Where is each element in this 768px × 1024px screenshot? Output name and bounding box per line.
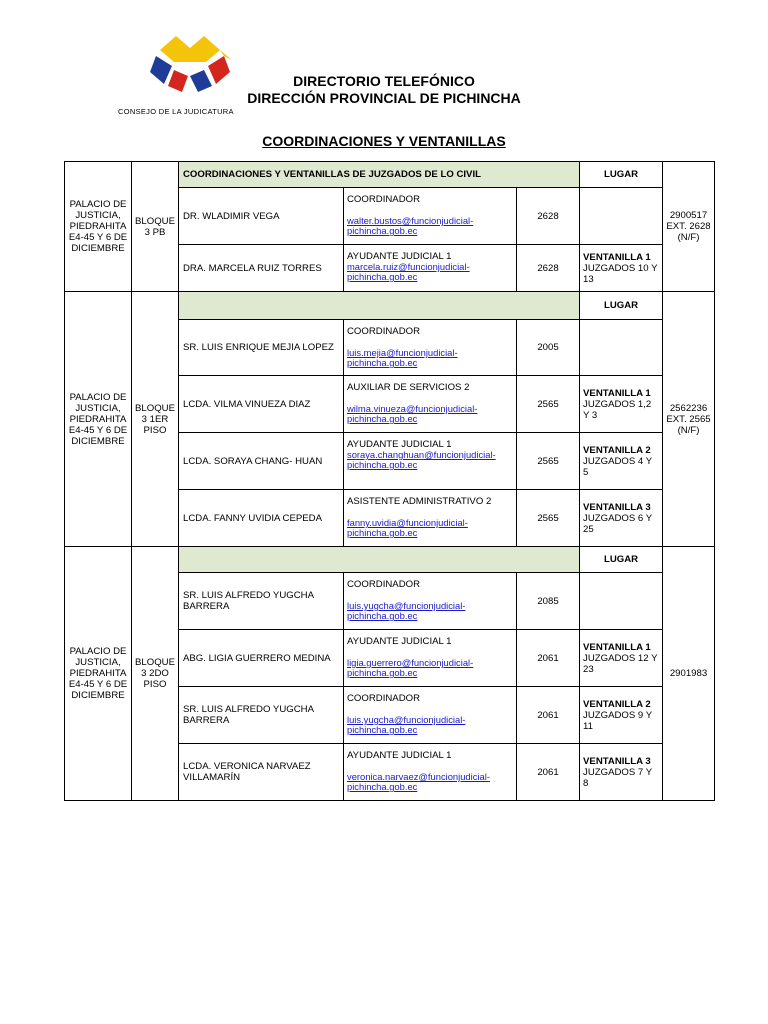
extension: 2565 — [517, 433, 580, 490]
person-name: LCDA. SORAYA CHANG- HUAN — [179, 433, 344, 490]
lugar-header: LUGAR — [580, 162, 663, 188]
ventanilla-detail: JUZGADOS 4 Y 5 — [583, 455, 652, 478]
role-cell — [344, 320, 517, 376]
ventanilla-detail: JUZGADOS 7 Y 8 — [583, 766, 652, 789]
extension: 2005 — [517, 320, 580, 376]
email-link[interactable]: luis.yugcha@funcionjudicial-pichincha.gob.ec — [347, 714, 466, 735]
email-link[interactable]: ligia.guerrero@funcionjudicial-pichincha.gob.ec — [347, 657, 474, 678]
email-link[interactable]: luis.mejia@funcionjudicial-pichincha.gob.ec — [347, 347, 458, 368]
logo-caption: CONSEJO DE LA JUDICATURA — [118, 107, 234, 116]
lugar-cell — [580, 490, 663, 547]
ventanilla-title: VENTANILLA 2 — [583, 698, 651, 710]
role-title: ASISTENTE ADMINISTRATIVO 2 — [347, 496, 492, 507]
email-link[interactable]: soraya.changhuan@funcionjudicial-pichincha.gob.ec — [347, 449, 496, 470]
group-header-row — [65, 162, 715, 188]
person-name: DR. WLADIMIR VEGA — [179, 188, 344, 245]
email-link[interactable]: marcela.ruiz@funcionjudicial-pichincha.gob.ec — [347, 261, 470, 282]
role-title: COORDINADOR — [347, 326, 421, 337]
group-header-row — [65, 292, 715, 320]
person-name: DRA. MARCELA RUIZ TORRES — [179, 245, 344, 292]
role-cell — [344, 490, 517, 547]
phone-cell: 2901983 — [663, 547, 715, 801]
ventanilla-detail: JUZGADOS 1,2 Y 3 — [583, 398, 652, 421]
block-cell: BLOQUE 3 1ER PISO — [132, 292, 179, 547]
ventanilla-title: VENTANILLA 1 — [583, 387, 651, 399]
person-name: LCDA. FANNY UVIDIA CEPEDA — [179, 490, 344, 547]
document-subtitle: DIRECCIÓN PROVINCIAL DE PICHINCHA — [247, 90, 521, 106]
ventanilla-detail: JUZGADOS 10 Y 13 — [583, 262, 658, 285]
lugar-cell — [580, 630, 663, 687]
ventanilla-title: VENTANILLA 2 — [583, 444, 651, 456]
directory-table — [64, 161, 715, 801]
extension: 2085 — [517, 573, 580, 630]
person-name: LCDA. VERONICA NARVAEZ VILLAMARÍN — [179, 744, 344, 801]
document-title: DIRECTORIO TELEFÓNICO — [293, 73, 475, 89]
email-link[interactable]: walter.bustos@funcionjudicial-pichincha.gob.ec — [347, 215, 474, 236]
extension: 2061 — [517, 630, 580, 687]
phone-cell: 2900517 EXT. 2628 (N/F) — [663, 162, 715, 292]
ventanilla-detail: JUZGADOS 9 Y 11 — [583, 709, 652, 732]
lugar-cell — [580, 188, 663, 245]
ventanilla-title: VENTANILLA 1 — [583, 641, 651, 653]
lugar-cell — [580, 687, 663, 744]
role-cell — [344, 188, 517, 245]
extension: 2061 — [517, 687, 580, 744]
extension: 2628 — [517, 245, 580, 292]
role-title: COORDINADOR — [347, 579, 421, 590]
role-title: COORDINADOR — [347, 194, 421, 205]
phone-cell: 2562236 EXT. 2565 (N/F) — [663, 292, 715, 547]
location-cell: PALACIO DE JUSTICIA, PIEDRAHITA E4-45 Y 6 DE DICIEMBRE — [65, 292, 132, 547]
group-header — [179, 292, 580, 320]
lugar-cell — [580, 573, 663, 630]
ventanilla-detail: JUZGADOS 12 Y 23 — [583, 652, 658, 675]
group-header — [179, 547, 580, 573]
role-cell — [344, 245, 517, 292]
role-title: AYUDANTE JUDICIAL 1 — [347, 251, 452, 262]
role-cell — [344, 687, 517, 744]
location-cell: PALACIO DE JUSTICIA, PIEDRAHITA E4-45 Y 6 DE DICIEMBRE — [65, 162, 132, 292]
role-title: AYUDANTE JUDICIAL 1 — [347, 750, 452, 761]
person-name: SR. LUIS ENRIQUE MEJIA LOPEZ — [179, 320, 344, 376]
block-cell: BLOQUE 3 2DO PISO — [132, 547, 179, 801]
lugar-cell — [580, 245, 663, 292]
lugar-header: LUGAR — [580, 292, 663, 320]
extension: 2628 — [517, 188, 580, 245]
role-cell — [344, 573, 517, 630]
ventanilla-title: VENTANILLA 3 — [583, 501, 651, 513]
email-link[interactable]: fanny.uvidia@funcionjudicial-pichincha.gob.ec — [347, 517, 468, 538]
role-title: COORDINADOR — [347, 693, 421, 704]
person-name: ABG. LIGIA GUERRERO MEDINA — [179, 630, 344, 687]
role-cell — [344, 744, 517, 801]
lugar-cell — [580, 433, 663, 490]
role-title: AYUDANTE JUDICIAL 1 — [347, 636, 452, 647]
group-header: COORDINACIONES Y VENTANILLAS DE JUZGADOS DE LO CIVIL — [179, 162, 580, 188]
role-title: AUXILIAR DE SERVICIOS 2 — [347, 382, 470, 393]
lugar-header: LUGAR — [580, 547, 663, 573]
email-link[interactable]: wilma.vinueza@funcionjudicial-pichincha.gob.ec — [347, 403, 478, 424]
email-link[interactable]: veronica.narvaez@funcionjudicial-pichincha.gob.ec — [347, 771, 490, 792]
person-name: SR. LUIS ALFREDO YUGCHA BARRERA — [179, 687, 344, 744]
extension: 2061 — [517, 744, 580, 801]
section-title: COORDINACIONES Y VENTANILLAS — [262, 133, 506, 149]
role-title: AYUDANTE JUDICIAL 1 — [347, 439, 452, 450]
ventanilla-detail: JUZGADOS 6 Y 25 — [583, 512, 652, 535]
person-name: SR. LUIS ALFREDO YUGCHA BARRERA — [179, 573, 344, 630]
ventanilla-title: VENTANILLA 1 — [583, 251, 651, 263]
block-cell: BLOQUE 3 PB — [132, 162, 179, 292]
location-cell: PALACIO DE JUSTICIA, PIEDRAHITA E4-45 Y 6 DE DICIEMBRE — [65, 547, 132, 801]
group-header-row — [65, 547, 715, 573]
extension: 2565 — [517, 376, 580, 433]
ventanilla-title: VENTANILLA 3 — [583, 755, 651, 767]
lugar-cell — [580, 320, 663, 376]
extension: 2565 — [517, 490, 580, 547]
lugar-cell — [580, 744, 663, 801]
lugar-cell — [580, 376, 663, 433]
role-cell — [344, 376, 517, 433]
role-cell — [344, 433, 517, 490]
person-name: LCDA. VILMA VINUEZA DIAZ — [179, 376, 344, 433]
email-link[interactable]: luis.yugcha@funcionjudicial-pichincha.gob.ec — [347, 600, 466, 621]
role-cell — [344, 630, 517, 687]
